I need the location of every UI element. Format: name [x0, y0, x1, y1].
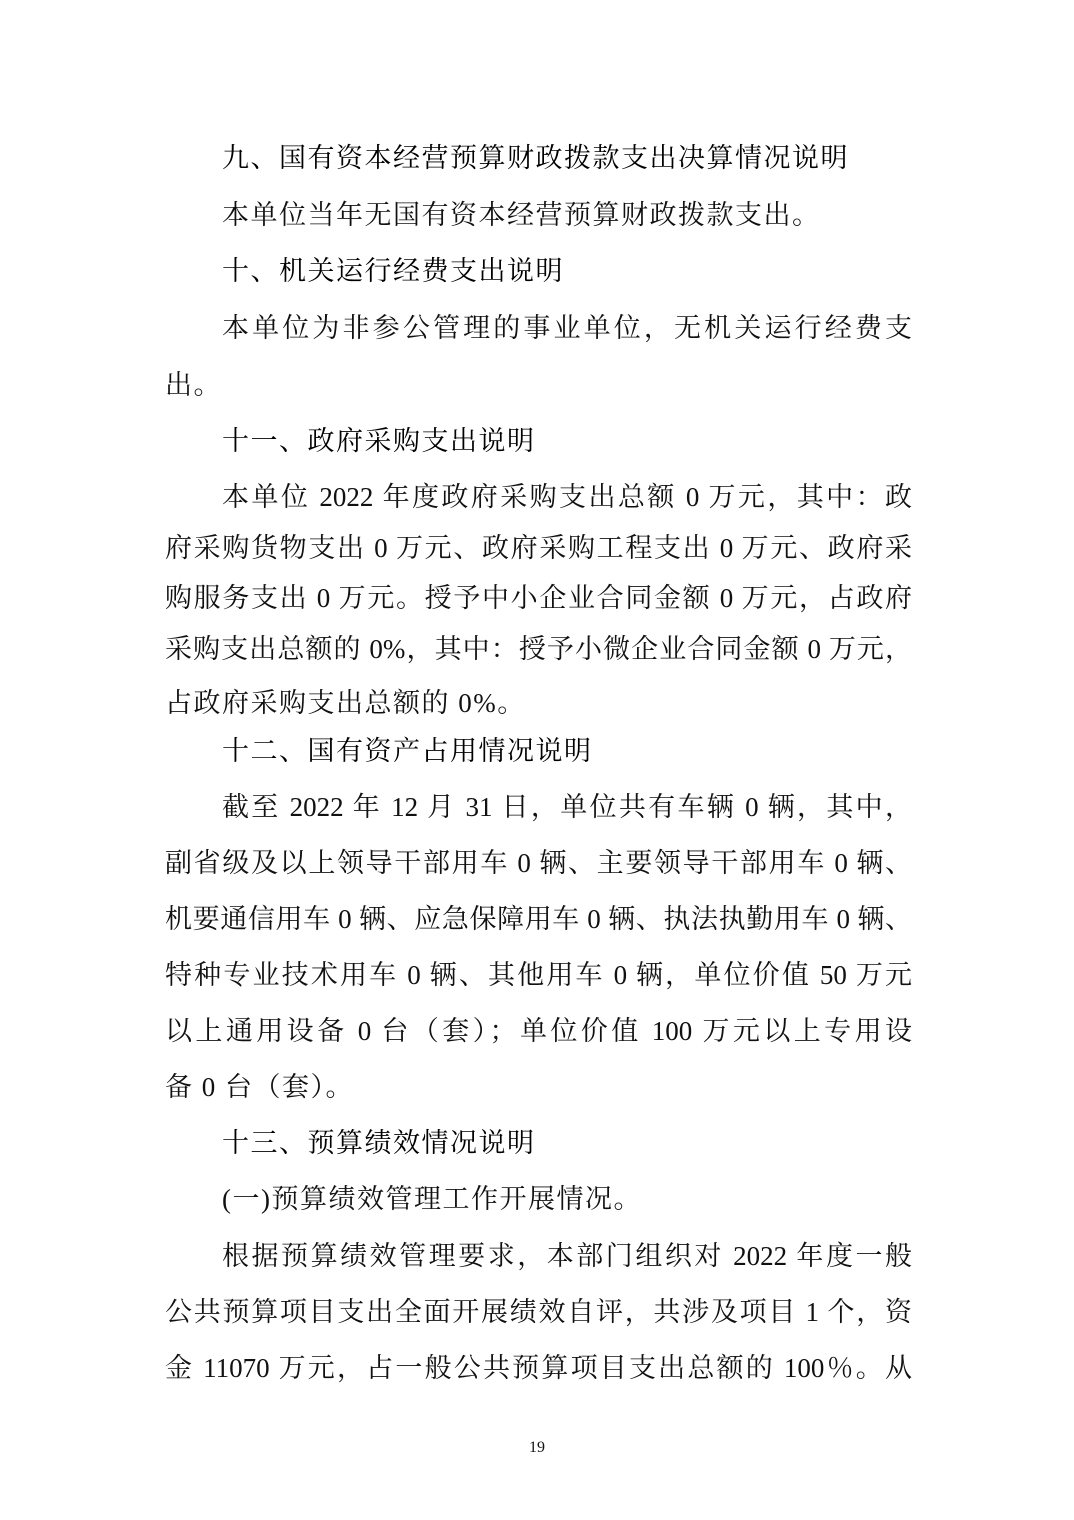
section-heading: 十、机关运行经费支出说明 — [222, 256, 564, 286]
paragraph-line: 出。 — [165, 370, 222, 400]
section-heading: 十二、国有资产占用情况说明 — [222, 736, 593, 766]
paragraph-line: 备 0 台（套）。 — [165, 1072, 354, 1102]
paragraph-line: 截至 2022 年 12 月 31 日，单位共有车辆 0 辆，其中， — [222, 792, 912, 822]
paragraph-line: 以上通用设备 0 台（套）；单位价值 100 万元以上专用设 — [165, 1016, 912, 1046]
paragraph-line: 特种专业技术用车 0 辆、其他用车 0 辆，单位价值 50 万元 — [165, 960, 912, 990]
paragraph-line: 本单位当年无国有资本经营预算财政拨款支出。 — [222, 200, 821, 230]
paragraph-line: 本单位 2022 年度政府采购支出总额 0 万元，其中：政 — [222, 482, 912, 512]
paragraph-line: 根据预算绩效管理要求，本部门组织对 2022 年度一般 — [222, 1241, 912, 1271]
paragraph-line: 采购支出总额的 0%，其中：授予小微企业合同金额 0 万元， — [165, 634, 912, 664]
paragraph-line: 副省级及以上领导干部用车 0 辆、主要领导干部用车 0 辆、 — [165, 848, 912, 878]
paragraph-line: 府采购货物支出 0 万元、政府采购工程支出 0 万元、政府采 — [165, 533, 912, 563]
paragraph-line: 金 11070 万元，占一般公共预算项目支出总额的 100％。从 — [165, 1353, 912, 1383]
paragraph-line: 公共预算项目支出全面开展绩效自评，共涉及项目 1 个，资 — [165, 1297, 912, 1327]
paragraph-line: 本单位为非参公管理的事业单位，无机关运行经费支 — [222, 313, 912, 343]
page-number: 19 — [529, 1439, 545, 1456]
section-heading: 九、国有资本经营预算财政拨款支出决算情况说明 — [222, 143, 849, 173]
paragraph-line: 购服务支出 0 万元。授予中小企业合同金额 0 万元，占政府 — [165, 583, 912, 613]
sub-heading: (一)预算绩效管理工作开展情况。 — [222, 1184, 642, 1214]
paragraph-line: 机要通信用车 0 辆、应急保障用车 0 辆、执法执勤用车 0 辆、 — [165, 904, 912, 934]
section-heading: 十一、政府采购支出说明 — [222, 426, 536, 456]
section-heading: 十三、预算绩效情况说明 — [222, 1128, 536, 1158]
paragraph-line: 占政府采购支出总额的 0%。 — [165, 688, 526, 718]
